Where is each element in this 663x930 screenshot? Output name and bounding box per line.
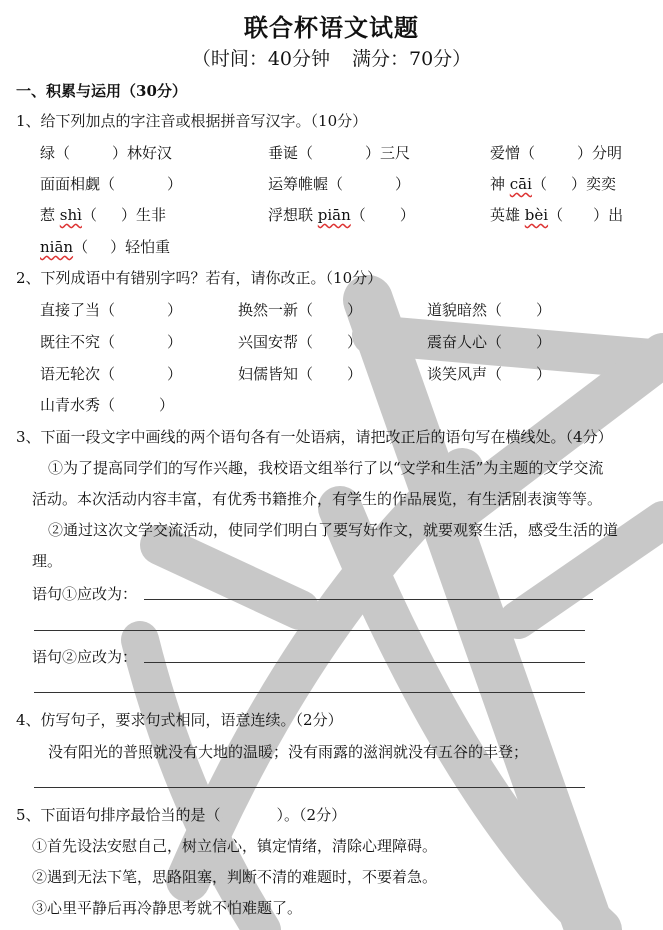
answer-2-line-2[interactable] [34, 692, 585, 693]
q3-paragraph-2-cont: 理。 [32, 552, 63, 570]
q2-item: 妇儒皆知（ ） [238, 365, 363, 383]
q1-item: 垂诞（ ）三尺 [268, 144, 411, 162]
question-1-prompt: 1、给下列加点的字注音或根据拼音写汉字。（10分） [16, 112, 368, 130]
exam-title: 联合杯语文试题 [244, 13, 419, 42]
q2-item: 兴国安帮（ ） [238, 333, 363, 351]
q2-item: 山青水秀（ ） [40, 396, 175, 414]
answer-1-line-2[interactable] [34, 630, 585, 631]
answer-2-label: 语句②应改为： [32, 648, 138, 666]
q1-item: 面面相觑（ ） [40, 175, 183, 193]
q4-answer-line[interactable] [34, 787, 585, 788]
question-3-prompt: 3、下面一段文字中画线的两个语句各有一处语病，请把改正后的语句写在横线处。（4分） [16, 428, 613, 446]
q2-item: 换然一新（ ） [238, 301, 363, 319]
pinyin: bèi [524, 206, 549, 224]
q2-item: 道貌暗然（ ） [427, 301, 552, 319]
pinyin: niān [40, 238, 74, 256]
q1-item: 神 cāi（ ）奕奕 [490, 175, 616, 193]
exam-subtitle [0, 44, 663, 71]
answer-2-line[interactable] [144, 662, 585, 663]
exam-full-score: 满分：70分） [352, 48, 472, 70]
q1-item: 浮想联 piān（ ） [268, 206, 415, 224]
q5-option: ②遇到无法下笔，思路阻塞，判断不清的难题时，不要着急。 [32, 868, 438, 886]
q5-option: ③心里平静后再冷静思考就不怕难题了。 [32, 899, 303, 917]
q1-item: 爱憎（ ）分明 [490, 144, 623, 162]
q5-option: ①首先设法安慰自己，树立信心，镇定情绪，清除心理障碍。 [32, 837, 438, 855]
q2-item: 直接了当（ ） [40, 301, 183, 319]
pinyin: cāi [509, 175, 532, 193]
question-4-prompt: 4、仿写句子，要求句式相同，语意连续。（2分） [16, 711, 343, 729]
q1-item: 惹 shì（ ）生非 [40, 206, 166, 224]
pinyin: shì [59, 206, 82, 224]
q3-paragraph-1-cont: 活动。本次活动内容丰富，有优秀书籍推介，有学生的作品展览，有生活剧表演等等。 [32, 490, 603, 508]
section-heading: 一、积累与运用（30分） [16, 82, 187, 100]
q3-paragraph-2: ②通过这次文学交流活动，使同学们明白了要写好作文，就要观察生活，感受生活的道 [48, 521, 619, 539]
q2-item: 既往不究（ ） [40, 333, 183, 351]
q4-sentence: 没有阳光的普照就没有大地的温暖；没有雨露的滋润就没有五谷的丰登； [48, 743, 529, 761]
question-2-prompt: 2、下列成语中有错别字吗？若有，请你改正。（10分） [16, 269, 383, 287]
answer-1-label: 语句①应改为： [32, 585, 138, 603]
pinyin: piān [317, 206, 351, 224]
q2-item: 震奋人心（ ） [427, 333, 552, 351]
q1-item: 英雄 bèi（ ）出 [490, 206, 624, 224]
q1-item: 运筹帷幄（ ） [268, 175, 411, 193]
q1-item: 绿（ ）林好汉 [40, 144, 173, 162]
exam-time: （时间：40分钟 [191, 48, 330, 70]
q2-item: 语无轮次（ ） [40, 365, 183, 383]
q2-item: 谈笑风声（ ） [427, 365, 552, 383]
answer-1-line[interactable] [144, 599, 593, 600]
question-5-prompt: 5、下面语句排序最恰当的是（ ）。（2分） [16, 806, 347, 824]
q1-item: niān（ ）轻怕重 [40, 238, 171, 256]
q3-paragraph-1: ①为了提高同学们的写作兴趣，我校语文组举行了以“文学和生活”为主题的文学交流 [48, 459, 604, 477]
